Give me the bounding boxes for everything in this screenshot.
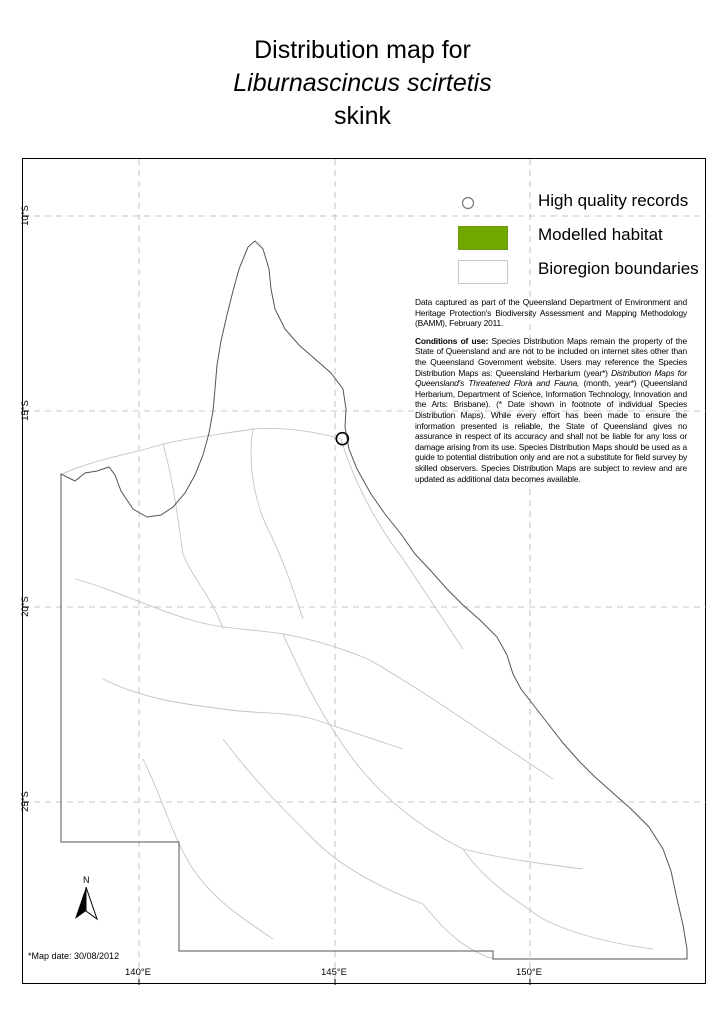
map-frame — [19, 158, 706, 984]
lon-label-150: 150°E — [516, 967, 542, 978]
lon-label-140: 140°E — [125, 967, 151, 978]
record-symbol-icon — [458, 193, 478, 213]
north-label: N — [83, 875, 90, 885]
habitat-swatch — [458, 226, 508, 250]
title-line: Distribution map for — [254, 36, 471, 64]
common-name: skink — [334, 102, 391, 130]
notes-text — [415, 297, 687, 491]
conditions-italic: Distribution Maps for Queensland's Threatened Flora and Fauna, — [415, 367, 687, 389]
legend-high-quality — [458, 189, 718, 217]
lon-label-145: 145°E — [321, 967, 347, 978]
legend-label: High quality records — [538, 191, 689, 210]
lat-label-10: 10°S — [19, 205, 31, 226]
legend-bioregion — [458, 257, 718, 285]
legend-modelled-habitat — [458, 223, 718, 251]
north-arrow-icon — [73, 887, 99, 921]
bioregion-swatch — [458, 260, 508, 284]
lat-label-20: 20°S — [19, 596, 31, 617]
map-date: *Map date: 30/08/2012 — [28, 951, 120, 961]
legend-label: Bioregion boundaries — [538, 259, 699, 278]
legend-label: Modelled habitat — [538, 225, 663, 244]
data-captured-note: Data captured as part of the Queensland Department of Environment and Heritage Protection's Biodiversity Assessment and Mapping Methodology (BAMM), February 2011. — [415, 297, 687, 329]
conditions-heading: Conditions of use: — [415, 335, 489, 346]
lat-label-25: 25°S — [19, 791, 31, 812]
lat-label-15: 15°S — [19, 400, 31, 421]
conditions-text-2: (month, year*) (Queensland Herbarium, Department of Science, Information Technology, Innovation and the Arts: Brisbane). (* Date shown in footnote of individual Species Distribution Maps). While every effort has been made to ensure the information presented is reliable, the State of Queensland gives no assurance in respect of its accuracy and shall not be liable for any loss or damage arising from its use. Species Distribution Maps should be used as a guide to potential distribution only and are not a substitute for field survey by skilled observers. Species Distribution Maps are subject to review and are updated as additional data becomes available. — [415, 378, 687, 484]
conditions-of-use — [415, 336, 687, 484]
map-title — [0, 34, 725, 133]
conditions-text-1: Species Distribution Maps remain the property of the State of Queensland and are not to be included on internet sites other than the Queensland Government website. Users may reference the Species Distribution Maps as: Queensland Herbarium (year*) — [415, 335, 687, 378]
north-arrow — [73, 875, 103, 925]
species-name: Liburnascincus scirtetis — [233, 69, 492, 97]
bioregion-boundaries — [60, 428, 653, 959]
